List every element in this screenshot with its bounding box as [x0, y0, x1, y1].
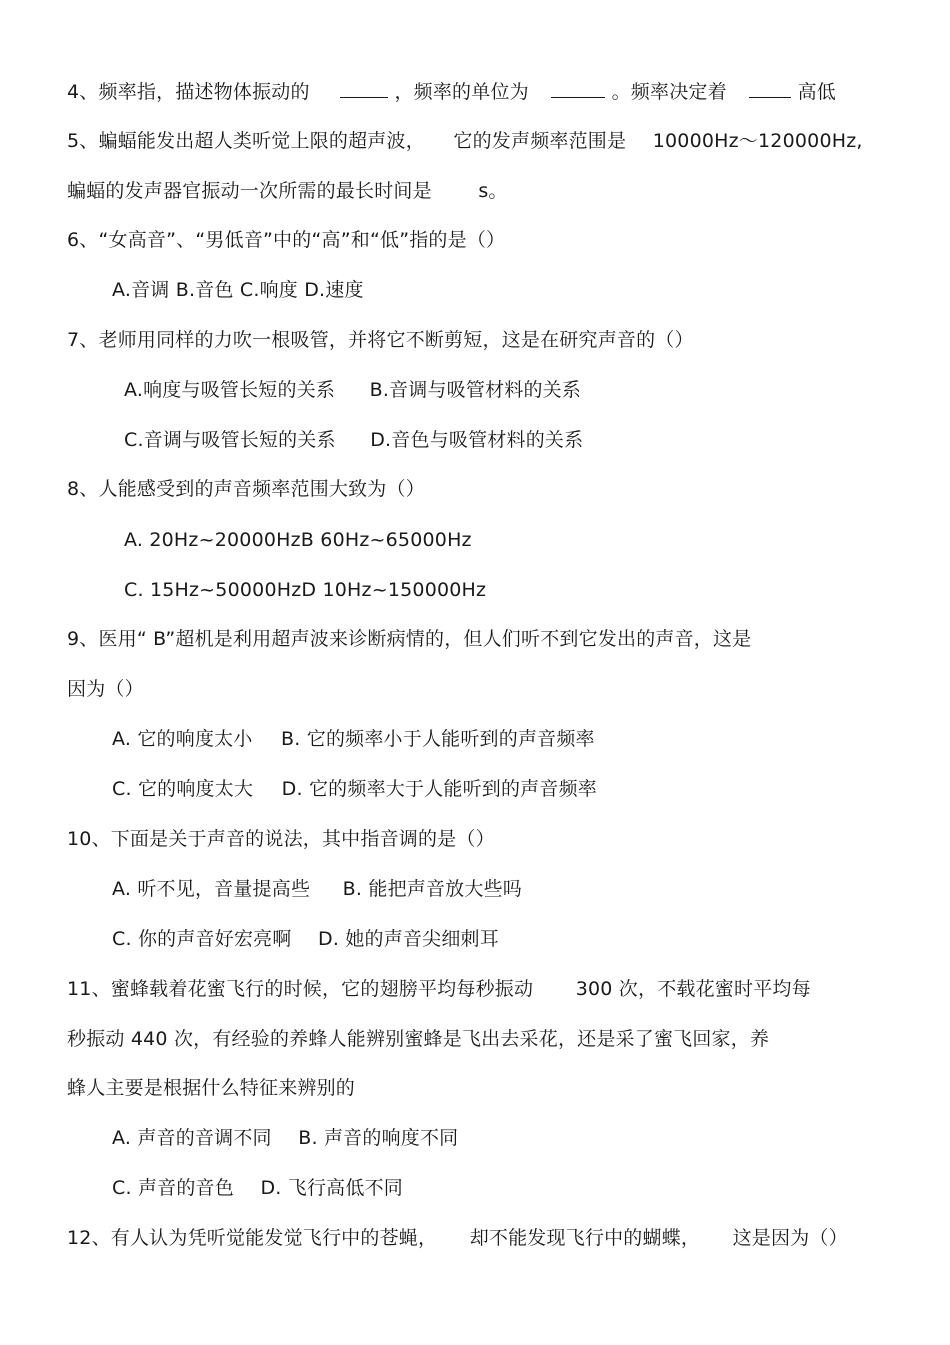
q10-option-b: B. 能把声音放大些吗	[342, 878, 522, 900]
question-6-options: A.音调 B.音色 C.响度 D.速度	[112, 279, 364, 301]
q7-option-a: A.响度与吸管长短的关系	[124, 379, 336, 401]
q5-text-2: 它的发声频率范围是	[453, 130, 627, 152]
question-7-options-cd	[124, 428, 583, 452]
question-9-options-cd	[112, 777, 597, 801]
q4-blank-1	[340, 79, 388, 98]
question-8-options-ab: A. 20Hz~20000HzB 60Hz~65000Hz	[124, 529, 472, 551]
question-5-line-1	[67, 129, 863, 153]
q12-text-3: 这是因为（）	[732, 1227, 848, 1249]
question-7-options-ab	[124, 378, 581, 402]
q4-blank-3	[749, 79, 791, 98]
q12-text-2: 却不能发现飞行中的蝴蝶，	[469, 1227, 701, 1249]
question-11-options-cd	[112, 1176, 403, 1200]
q5-text-3: 10000Hz～120000Hz,	[652, 130, 863, 152]
q11-option-c: C. 声音的音色	[112, 1177, 234, 1199]
q9-option-d: D. 它的频率大于人能听到的声音频率	[281, 778, 597, 800]
question-11-line-2: 秒振动 440 次，有经验的养蜂人能辨别蜜蜂是飞出去采花，还是采了蜜飞回家，养	[67, 1028, 770, 1050]
q4-text-4: 高低	[797, 81, 836, 103]
question-9-stem-line-1: 9、医用“ B”超机是利用超声波来诊断病情的，但人们听不到它发出的声音，这是	[67, 628, 752, 650]
q9-option-b: B. 它的频率小于人能听到的声音频率	[281, 728, 595, 750]
question-5-line-2	[67, 179, 508, 203]
q7-option-c: C.音调与吸管长短的关系	[124, 429, 336, 451]
question-11-line-3: 蜂人主要是根据什么特征来辨别的	[67, 1077, 356, 1099]
q7-option-d: D.音色与吸管材料的关系	[370, 429, 584, 451]
question-7-stem: 7、老师用同样的力吹一根吸管，并将它不断剪短，这是在研究声音的（）	[67, 329, 694, 351]
question-9-stem-line-2: 因为（）	[67, 678, 144, 700]
question-10-options-ab	[112, 877, 522, 901]
q4-text-2: ，频率的单位为	[394, 81, 529, 103]
q10-option-c: C. 你的声音好宏亮啊	[112, 928, 292, 950]
q11-text-1: 11、蜜蜂载着花蜜飞行的时候，它的翅膀平均每秒振动	[67, 978, 534, 1000]
q11-option-b: B. 声音的响度不同	[298, 1127, 459, 1149]
question-11-line-1	[67, 977, 811, 1001]
q4-text-3: 。频率决定着	[611, 81, 727, 103]
question-6-stem: 6、“女高音”、“男低音”中的“高”和“低”指的是（）	[67, 229, 506, 251]
q12-text-1: 12、有人认为凭听觉能发觉飞行中的苍蝇，	[67, 1227, 438, 1249]
q5-text-4: 蝙蝠的发声器官振动一次所需的最长时间是	[67, 180, 432, 202]
question-10-stem: 10、下面是关于声音的说法，其中指音调的是（）	[67, 828, 495, 850]
question-8-stem: 8、人能感受到的声音频率范围大致为（）	[67, 478, 425, 500]
q10-option-d: D. 她的声音尖细刺耳	[318, 928, 499, 950]
q5-text-1: 5、蝙蝠能发出超人类听觉上限的超声波，	[67, 130, 425, 152]
q9-option-c: C. 它的响度太大	[112, 778, 254, 800]
q11-text-2: 300 次，不载花蜜时平均每	[575, 978, 811, 1000]
q9-option-a: A. 它的响度太小	[112, 728, 253, 750]
question-10-options-cd	[112, 927, 499, 951]
q4-blank-2	[551, 79, 605, 98]
question-8-options-cd: C. 15Hz~50000HzD 10Hz~150000Hz	[124, 579, 487, 601]
q4-text-1: 4、频率指，描述物体振动的	[67, 81, 310, 103]
q5-text-5: s。	[478, 180, 508, 202]
question-4	[67, 79, 836, 104]
q10-option-a: A. 听不见，音量提高些	[112, 878, 311, 900]
question-9-options-ab	[112, 727, 595, 751]
question-11-options-ab	[112, 1126, 458, 1150]
q7-option-b: B.音调与吸管材料的关系	[369, 379, 582, 401]
q11-option-a: A. 声音的音调不同	[112, 1127, 272, 1149]
question-12	[67, 1226, 848, 1250]
q11-option-d: D. 飞行高低不同	[260, 1177, 403, 1199]
